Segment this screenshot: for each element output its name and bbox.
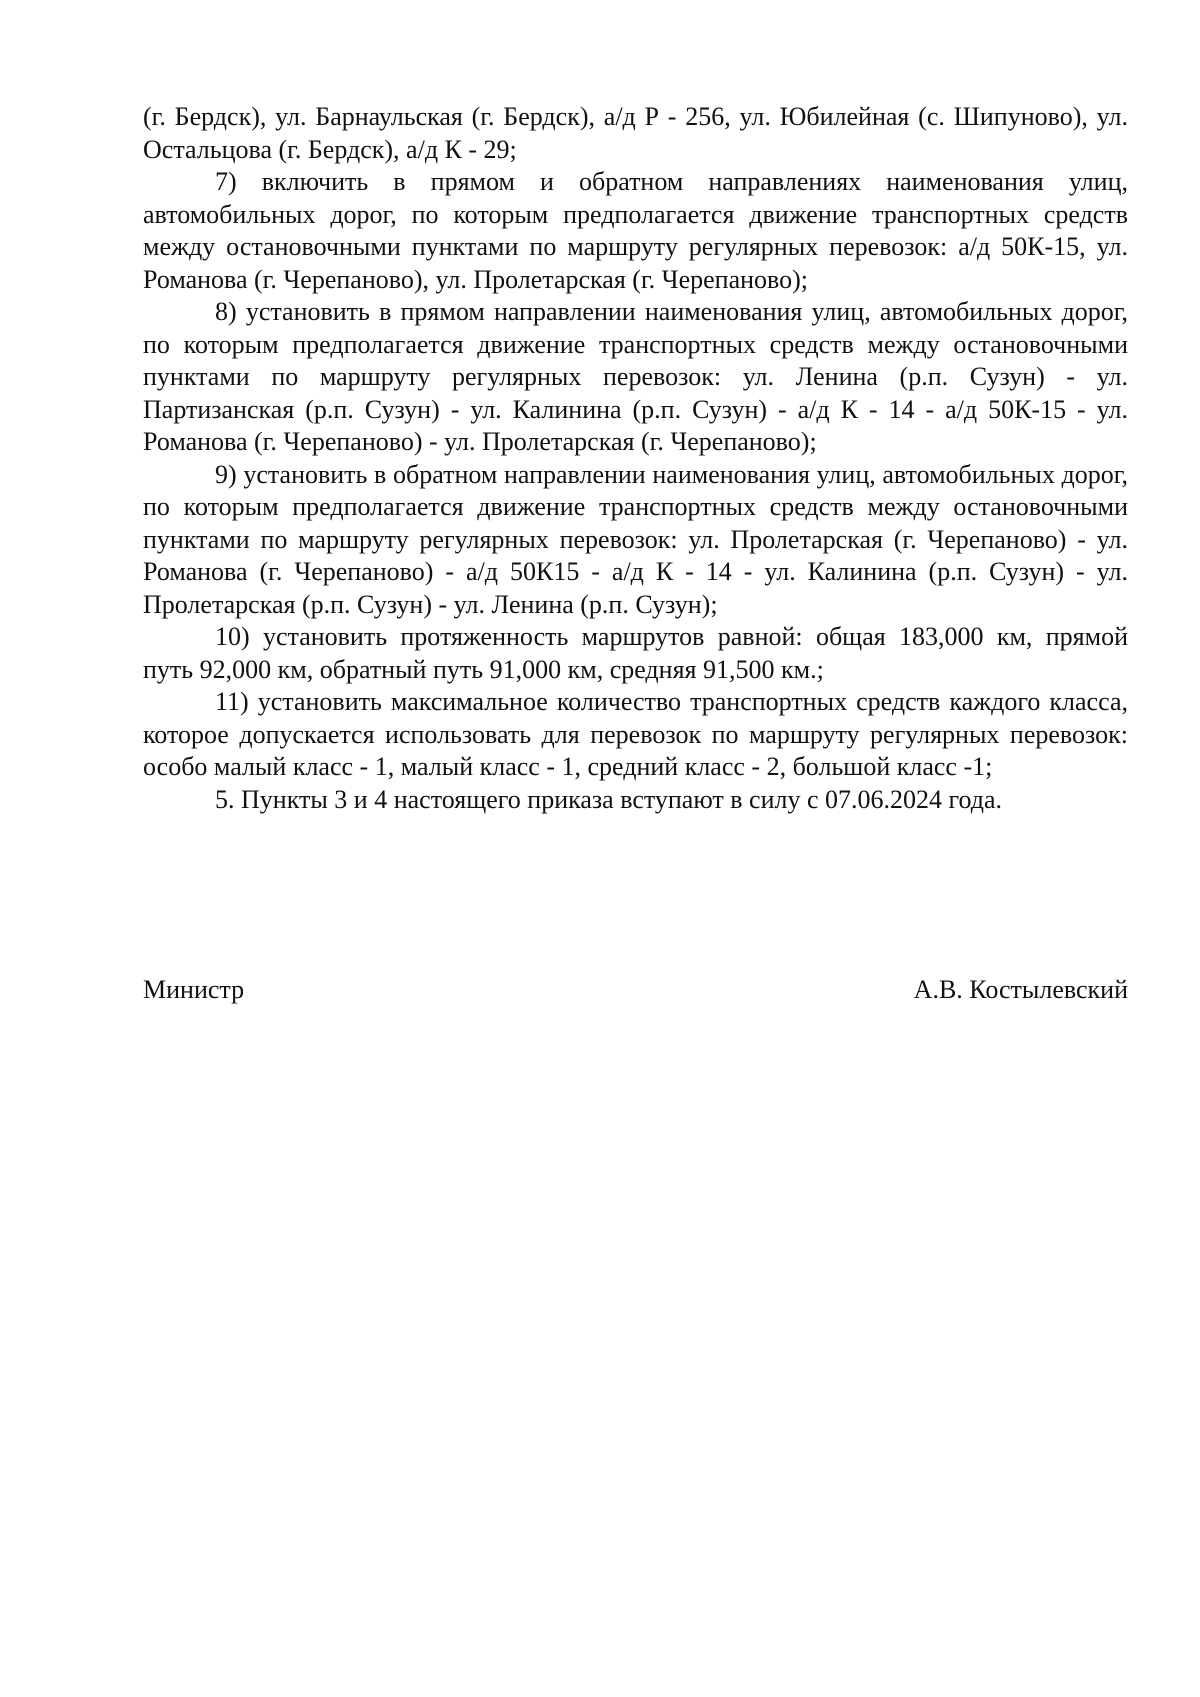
paragraph-item-7: 7) включить в прямом и обратном направлениях наименования улиц, автомобильных дорог, по которым предполагается движение транспортных средств между остановочными пунктами по маршруту регулярных перевозок: а/д 50К-15, ул. Романова (г. Черепаново), ул. Пролетарская (г. Черепаново);: [143, 167, 1128, 294]
document-body: [143, 101, 1128, 816]
paragraph-item-9: 9) установить в обратном направлении наименования улиц, автомобильных дорог, по которым предполагается движение транспортных средств между остановочными пунктами по маршруту регулярных перевозок: ул. Пролетарская (г. Черепаново) - ул. Романова (г. Черепаново) - а/д 50К15 - а/д К - 14 - ул. Калинина (р.п. Сузун) - ул. Пролетарская (р.п. Сузун) - ул. Ленина (р.п. Сузун);: [143, 459, 1128, 619]
paragraph-clause-5: 5. Пункты 3 и 4 настоящего приказа вступают в силу с 07.06.2024 года.: [215, 784, 1003, 814]
paragraph-continuation: (г. Бердск), ул. Барнаульская (г. Бердск), а/д Р - 256, ул. Юбилейная (с. Шипуново), ул. Остальцова (г. Бердск), а/д К - 29;: [143, 102, 1128, 164]
paragraph-item-11: 11) установить максимальное количество транспортных средств каждого класса, которое допускается использовать для перевозок по маршруту регулярных перевозок: особо малый класс - 1, малый класс - 1, средний класс - 2, большой класс -1;: [143, 687, 1128, 781]
paragraph-item-8: 8) установить в прямом направлении наименования улиц, автомобильных дорог, по которым предполагается движение транспортных средств между остановочными пунктами по маршруту регулярных перевозок: ул. Ленина (р.п. Сузун) - ул. Партизанская (р.п. Сузун) - ул. Калинина (р.п. Сузун) - а/д К - 14 - а/д 50К-15 - ул. Романова (г. Черепаново) - ул. Пролетарская (г. Черепаново);: [143, 297, 1128, 456]
signature-block: [143, 974, 1128, 1007]
signatory-position: Министр: [143, 975, 245, 1004]
paragraph-item-10: 10) установить протяженность маршрутов равной: общая 183,000 км, прямой путь 92,000 км, обратный путь 91,000 км, средняя 91,500 км.;: [143, 622, 1128, 684]
signatory-name: А.В. Костылевский: [913, 975, 1128, 1004]
